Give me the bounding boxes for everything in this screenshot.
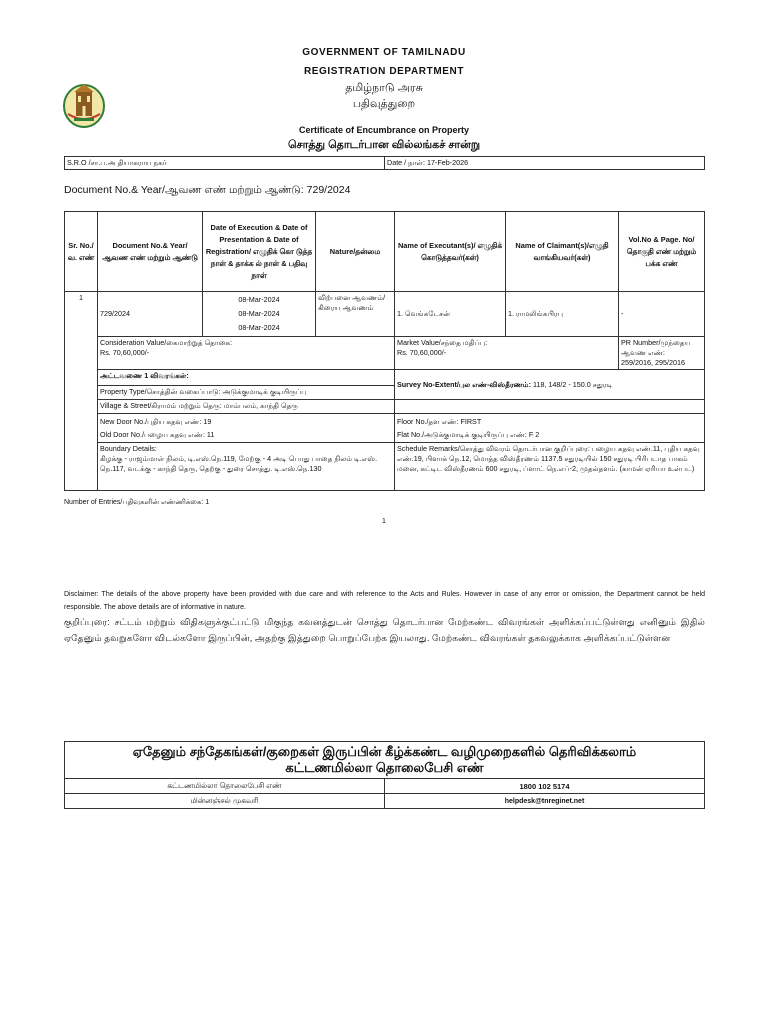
blank-cell bbox=[395, 400, 705, 414]
entry-nature: விற்பனை ஆவணம்/ கிரைய ஆவணம் bbox=[316, 292, 395, 337]
survey-cell bbox=[395, 370, 705, 400]
col-header-vol: Vol.No & Page. No/ தொகுதி எண் மற்றும் பக்க எண் bbox=[619, 212, 705, 292]
document-label: Document No.& Year/ஆவண எண் மற்றும் ஆண்டு: bbox=[64, 184, 304, 196]
col-header-claimant: Name of Claimant(s)/எழுதி வாங்கியவர்(கள்) bbox=[506, 212, 619, 292]
col-header-executant: Name of Executant(s)/ எழுதிக் கொடுத்தவர்(கள்) bbox=[395, 212, 506, 292]
document-line bbox=[64, 184, 350, 197]
door-numbers bbox=[98, 414, 395, 443]
table-row bbox=[65, 337, 705, 370]
consideration-cell bbox=[98, 337, 395, 370]
disclaimer-english: Disclaimer: The details of the above property have been provided with due care and with reference to the Acts and Rules. However in case of any error or omission, the Department cannot be held responsible. The above details are of informative in nature. bbox=[64, 591, 705, 611]
entries-count: Number of Entries/பதிவுகளின் எண்ணிக்கை: 1 bbox=[64, 499, 210, 506]
sro-date-table bbox=[64, 156, 705, 170]
document-value: 729/2024 bbox=[306, 184, 351, 196]
boundary-cell bbox=[98, 443, 395, 491]
entry-docno: 729/2024 bbox=[98, 292, 203, 337]
helpline-table bbox=[64, 741, 705, 809]
encumbrance-table bbox=[64, 211, 705, 491]
col-header-sr: Sr. No./ வ. எண் bbox=[65, 212, 98, 292]
tollfree-label: கட்டணமில்லா தொலைபேசி எண் bbox=[65, 779, 385, 794]
floor-number: Floor No./தள எண்: FIRST bbox=[397, 417, 482, 426]
entry-vol: - bbox=[619, 292, 705, 337]
floor-flat bbox=[395, 414, 705, 443]
survey-label: Survey No-Extent/புல எண்-விஸ்தீரணம்: bbox=[397, 379, 531, 389]
helpline-title-2: கட்டணமில்லா தொலைபேசி எண் bbox=[285, 760, 484, 775]
col-header-docno: Document No.& Year/ ஆவண எண் மற்றும் ஆண்டு bbox=[98, 212, 203, 292]
pr-number-cell bbox=[619, 337, 705, 370]
survey-value: 118, 148/2 - 150.0 சதுரடி bbox=[532, 379, 613, 389]
market-value-cell bbox=[395, 337, 619, 370]
tollfree-number: 1800 102 5174 bbox=[385, 779, 705, 794]
col-header-nature: Nature/தன்மை bbox=[316, 212, 395, 292]
sro-cell: S.R.O /சா.ப.அ தியாகராய நகர் bbox=[65, 157, 385, 170]
table-row bbox=[65, 400, 705, 414]
date-registration: 08-Mar-2024 bbox=[238, 323, 280, 332]
page-number: 1 bbox=[382, 518, 386, 525]
government-title: GOVERNMENT OF TAMILNADU bbox=[302, 47, 466, 58]
table-row bbox=[65, 370, 705, 386]
table-row bbox=[65, 443, 705, 491]
email-address[interactable]: helpdesk@tnreginet.net bbox=[385, 794, 705, 809]
boundary-label: Boundary Details: bbox=[100, 444, 157, 453]
village-street: Village & Street/கிராமம் மற்றும் தெரு: மாம்பலம், காந்தி தெரு bbox=[98, 400, 395, 414]
date-presentation: 08-Mar-2024 bbox=[238, 309, 280, 318]
property-type: Property Type/சொத்தின் வகைப்பாடு: அடுக்குமாடிக் குடியிருப்பு bbox=[98, 386, 395, 400]
col-header-dates: Date of Execution & Date of Presentation & Date of Registration/ எழுதிக் கொ டுத்த நாள் & தாக்க ல் நாள் & பதிவு நாள் bbox=[203, 212, 316, 292]
entry-sr: 1 bbox=[65, 292, 98, 491]
certificate-title: Certificate of Encumbrance on Property bbox=[298, 125, 470, 135]
helpline-title-1: ஏதேனும் சந்தேகங்கள்/குறைகள் இருப்பின் கீழ்க்கண்ட வழிமுறைகளில் தெரிவிக்கலாம் bbox=[132, 744, 637, 759]
schedule-remarks: Schedule Remarks/சொத்து விவரம் தொடர்பான குறிப்புரை: பழைய கதவு எண்.11, புதிய கதவு எண்.19, பிளாக் நெ.12, மொத்த விஸ்தீரணம் 1137.5 சதுரடியில் 150 சதுரடி பிரிபடாத பாகம் மனை, கட்டிட விஸ்தீரணம் 600 சதுரடி, ப்ளாட் நெ.எப்-2, முதல்தளம். (காமன் ஏரியா உள்பட) bbox=[395, 443, 705, 491]
entry-dates bbox=[203, 292, 316, 337]
flat-number: Flat No./அடுக்குமாடிக் குடியிருப்பு எண்: F 2 bbox=[397, 430, 540, 439]
department-title: REGISTRATION DEPARTMENT bbox=[303, 66, 465, 77]
consideration-label: Consideration Value/கைமாற்றுத் தொகை: bbox=[100, 338, 233, 347]
market-value-label: Market Value/சந்தை மதிப்பு: bbox=[397, 338, 488, 347]
helpline-heading bbox=[65, 742, 705, 779]
department-title-tamil: பதிவுத்துறை bbox=[352, 98, 416, 110]
pr-number-label: PR Number/முந்தைய ஆவண எண்: bbox=[621, 338, 691, 357]
market-value-value: Rs. 70,60,000/- bbox=[397, 348, 447, 357]
government-title-tamil: தமிழ்நாடு அரசு bbox=[345, 82, 423, 94]
entry-claimant: 1. ராமலிங்கபிரபு bbox=[506, 292, 619, 337]
old-door: Old Door No./பழைய கதவு எண்: 11 bbox=[100, 430, 215, 439]
boundary-text: கிழக்கு - ராஜம்மாள் நிலம், டி.எஸ்.நெ.119, மேற்கு - 4 அடி பொது பாதை நிலம் டி.எஸ். நெ.117, வடக்கு - காந்தி தெரு, தெற்கு - துரை சொத்து. டி.எஸ்.நெ.130 bbox=[100, 454, 378, 473]
pr-number-value: 259/2016, 295/2016 bbox=[621, 358, 685, 367]
schedule-title: அட்டவணை 1 விவரங்கள்: bbox=[98, 370, 395, 386]
date-cell: Date / நாள்: 17-Feb-2026 bbox=[385, 157, 705, 170]
consideration-value: Rs. 70,60,000/- bbox=[100, 348, 150, 357]
disclaimer-tamil: குறிப்புரை: சட்டம் மற்றும் விதிகளுக்குட்பட்டு மிகுந்த கவனத்துடன் சொத்து தொடர்பான மேற்கண்ட விவரங்கள் அளிக்கப்பட்டுள்ளது எனினும் இதில் ஏதேனும் தவறுகளோ விடல்களோ இருப்பின், அதற்கு இத்துறை பொறுப்பேற்க இயலாது. மேற்கண்ட விவரங்கள் தகவலுக்காக அளிக்கப்பட்டுள்ளன bbox=[64, 617, 705, 643]
new-door: New Door No./புதிய கதவு எண்: 19 bbox=[100, 417, 212, 426]
certificate-title-tamil: சொத்து தொடர்பான வில்லங்கச் சான்று bbox=[287, 139, 481, 151]
table-row bbox=[65, 414, 705, 443]
date-execution: 08-Mar-2024 bbox=[238, 295, 280, 304]
table-row bbox=[65, 292, 705, 337]
entry-executant: 1. வெங்கடேசன் bbox=[395, 292, 506, 337]
email-label: மின்னஞ்சல் முகவரி bbox=[65, 794, 385, 809]
